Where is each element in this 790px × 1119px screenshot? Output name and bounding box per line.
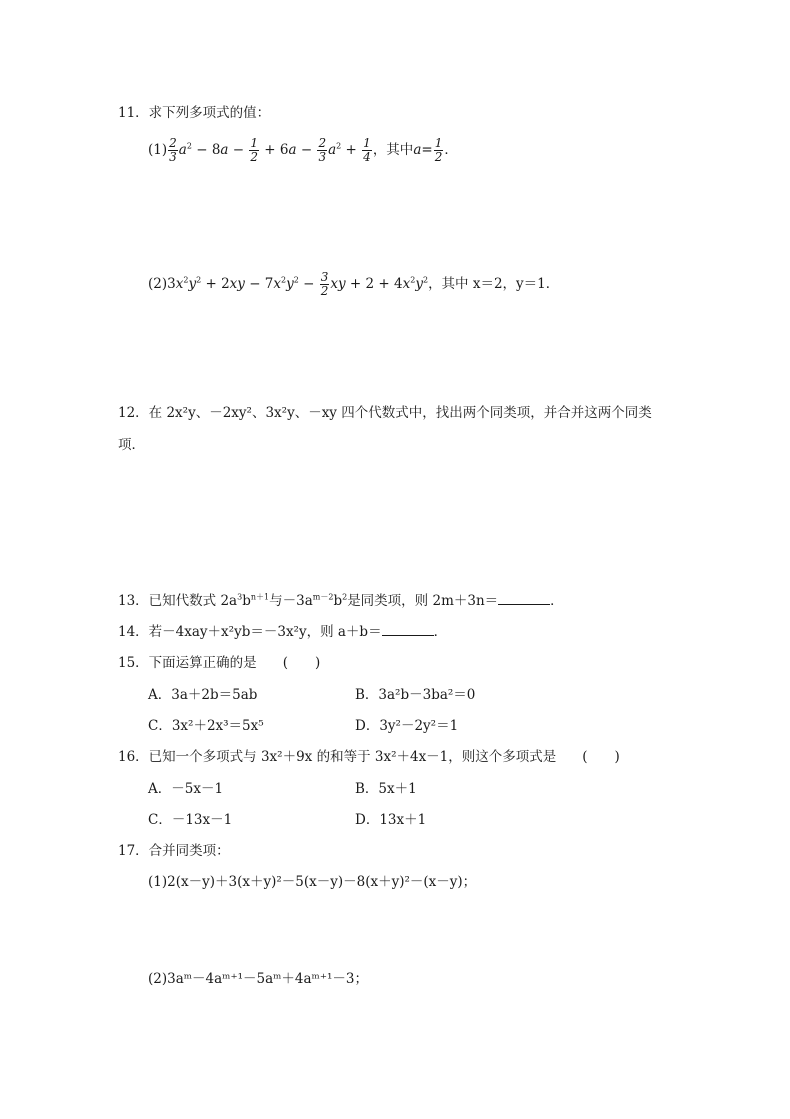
answer-paren[interactable]: ( ) — [282, 655, 321, 671]
q11-part1-condition: ，其中 — [372, 142, 414, 158]
fraction: $\frac{1}{4}$ — [363, 136, 371, 164]
q16-option-d[interactable]: D．13x＋1 — [355, 812, 427, 828]
q14-line: 14．若－4xay＋x²yb＝－3x²y，则 a＋b＝ ． — [118, 624, 448, 640]
q11-part2-condition: ，其中 x＝2，y＝1． — [428, 276, 560, 292]
q16-option-c[interactable]: C．－13x－1 — [148, 812, 233, 828]
answer-paren[interactable]: ( ) — [582, 749, 620, 765]
q15-option-c[interactable]: C．3x²＋2x³＝5x⁵ — [148, 718, 264, 734]
q12-line2: 项． — [118, 437, 145, 453]
q13-line: 13．已知代数式 $2a^3b^{n+1}$与$-3a^{m-2}b^2$是同类项，则 2m＋3n＝ ． — [118, 592, 564, 609]
q11-part1-label: (1) — [148, 142, 168, 158]
q11-part2: $(2)3x^2y^2 + 2xy - 7x^2y^2$ − $\frac{3}{2}$ xy + $2 + 4x^2y^2$，其中 x＝2，y＝1． — [148, 270, 560, 298]
q16-stem: 16．已知一个多项式与 3x²＋9x 的和等于 3x²＋4x－1，则这个多项式是 ( ) — [118, 749, 620, 765]
q12-line1: 12．在 2x²y、－2xy²、3x²y、－xy 四个代数式中，找出两个同类项，并合并这两个同类 — [118, 405, 652, 421]
q17-stem: 17．合并同类项： — [118, 843, 230, 859]
q15-stem: 15．下面运算正确的是 ( ) — [118, 655, 321, 671]
q15-option-d[interactable]: D．3y²－2y²＝1 — [355, 718, 459, 734]
q16-option-b[interactable]: B．5x＋1 — [355, 781, 417, 797]
q11-part2-label: (2) — [148, 276, 168, 292]
fraction: $\frac{2}{3}$ — [169, 136, 177, 164]
q11-part1: (1) $\frac{2}{3}$ $a^2 - 8a$ − $\frac{1}{2}$ + 6a − $\frac{2}{3}$ $a^2$ + $\frac{1}{4}$ ，其中a= $\frac{1}{2}$ ． — [148, 136, 458, 164]
q15-option-b[interactable]: B．3a²b－3ba²＝0 — [355, 687, 476, 703]
fraction: $\frac{1}{2}$ — [250, 136, 259, 164]
answer-blank[interactable] — [498, 592, 550, 605]
answer-blank[interactable] — [382, 623, 434, 636]
q17-part2: (2)3aᵐ－4aᵐ⁺¹－5aᵐ＋4aᵐ⁺¹－3； — [148, 971, 368, 987]
fraction: $\frac{1}{2}$ — [434, 136, 443, 164]
q11-stem: 11．求下列多项式的值： — [118, 105, 271, 121]
q17-part1: (1)2(x－y)＋3(x＋y)²－5(x－y)－8(x＋y)²－(x－y)； — [148, 874, 477, 890]
fraction: $\frac{2}{3}$ — [318, 136, 327, 164]
q15-option-a[interactable]: A．3a＋2b＝5ab — [148, 687, 258, 703]
q16-option-a[interactable]: A．－5x－1 — [148, 781, 224, 797]
fraction: $\frac{3}{2}$ — [320, 270, 329, 298]
